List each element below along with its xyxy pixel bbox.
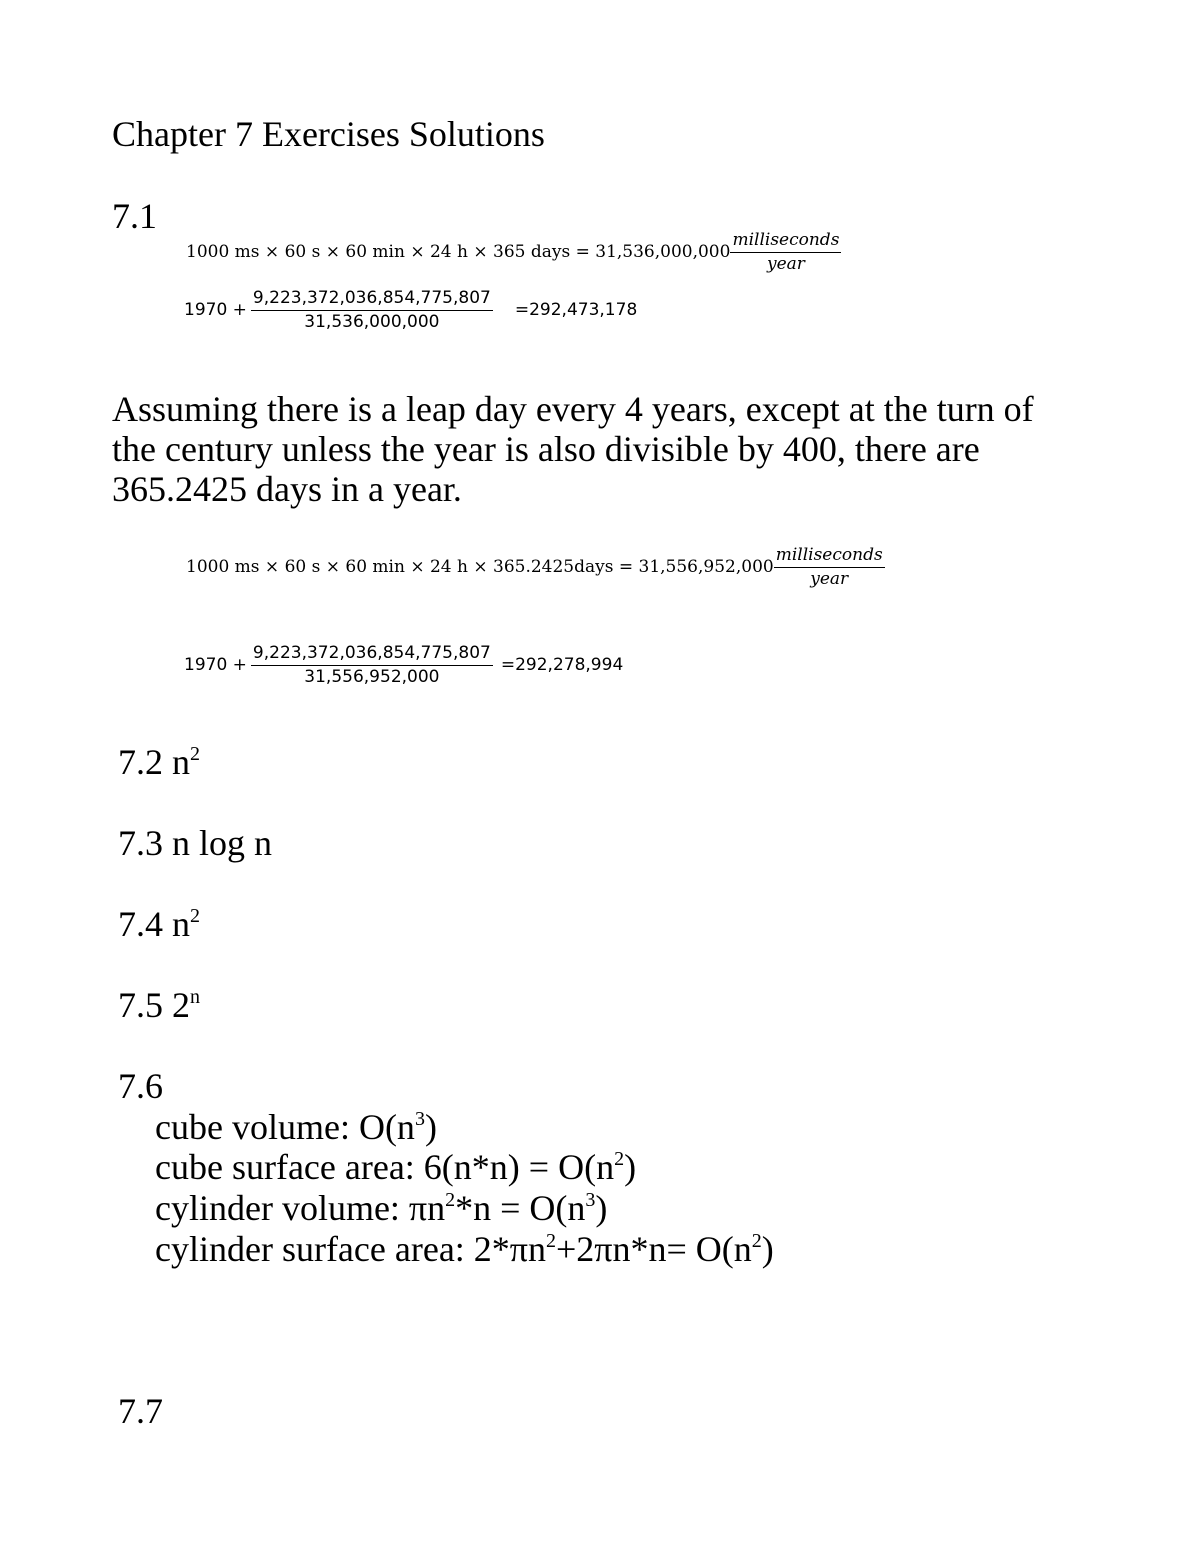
- equation-fraction: [251, 290, 493, 331]
- answer-text: 7.2 n: [118, 742, 190, 782]
- equation-prefix: 1970 +: [184, 300, 247, 320]
- line-text: ): [624, 1147, 637, 1187]
- equation-ms-per-year-leap: [186, 547, 885, 588]
- fraction-denominator: year: [766, 254, 805, 274]
- fraction-denominator: 31,556,952,000: [304, 667, 440, 687]
- answer-exponent: 2: [190, 905, 200, 927]
- cylinder-surface-area-line: [155, 1231, 774, 1267]
- answer-text: 7.4 n: [118, 904, 190, 944]
- cylinder-volume-line: [155, 1190, 607, 1226]
- line-text: cube surface area: 6(n*n) = O(n: [155, 1147, 615, 1187]
- line-text: ): [761, 1229, 774, 1269]
- equation-fraction: [251, 645, 493, 686]
- page-title: Chapter 7 Exercises Solutions: [112, 114, 545, 154]
- equation-result: =292,473,178: [514, 300, 638, 320]
- exponent: 3: [585, 1189, 596, 1211]
- answer-7-4: [118, 906, 200, 942]
- answer-7-3: [118, 825, 272, 861]
- fraction-numerator: 9,223,372,036,854,775,807: [251, 645, 493, 666]
- equation-lhs: 1000 ms × 60 s × 60 min × 24 h × 365 days = 31,536,000,000: [186, 242, 731, 262]
- answer-exponent: 2: [190, 743, 200, 765]
- line-text: +2πn*n= O(n: [555, 1229, 752, 1269]
- equation-lhs: 1000 ms × 60 s × 60 min × 24 h × 365.2425days = 31,556,952,000: [186, 557, 774, 577]
- answer-7-5: [118, 987, 200, 1023]
- exponent: 2: [545, 1230, 556, 1252]
- fraction-denominator: year: [810, 569, 849, 589]
- answer-7-2: [118, 744, 200, 780]
- leap-year-paragraph: Assuming there is a leap day every 4 years, except at the turn of the century unless the year is also divisible by 400, there are 365.2425 days in a year.: [112, 389, 1034, 509]
- equation-year-overflow: [184, 290, 637, 331]
- exponent: 2: [445, 1189, 456, 1211]
- exponent: 2: [614, 1148, 625, 1170]
- equation-ms-per-year: [186, 232, 841, 273]
- fraction-numerator: 9,223,372,036,854,775,807: [251, 290, 493, 311]
- equation-fraction: [730, 232, 841, 273]
- exercise-7-6-label: 7.6: [118, 1066, 163, 1106]
- exercise-7-1-label: 7.1: [112, 196, 157, 236]
- cube-surface-area-line: [155, 1149, 636, 1185]
- exponent: 3: [414, 1108, 425, 1130]
- equation-year-overflow-leap: [184, 645, 623, 686]
- answer-text: 7.3 n log n: [118, 823, 273, 863]
- line-text: *n = O(n: [455, 1188, 586, 1228]
- fraction-numerator: milliseconds: [774, 547, 885, 568]
- equation-prefix: 1970 +: [184, 655, 247, 675]
- fraction-denominator: 31,536,000,000: [304, 312, 440, 332]
- fraction-numerator: milliseconds: [730, 232, 841, 253]
- answer-exponent: n: [190, 986, 200, 1008]
- line-text: cylinder surface area: 2*πn: [155, 1229, 546, 1269]
- cube-volume-line: [155, 1109, 437, 1145]
- answer-text: 7.5 2: [118, 985, 190, 1025]
- line-text: ): [424, 1107, 437, 1147]
- line-text: cylinder volume: πn: [155, 1188, 446, 1228]
- exercise-7-7-label: 7.7: [118, 1391, 163, 1431]
- line-text: cube volume: O(n: [155, 1107, 415, 1147]
- equation-fraction: [774, 547, 885, 588]
- equation-result: =292,278,994: [500, 655, 624, 675]
- line-text: ): [595, 1188, 608, 1228]
- exponent: 2: [751, 1230, 762, 1252]
